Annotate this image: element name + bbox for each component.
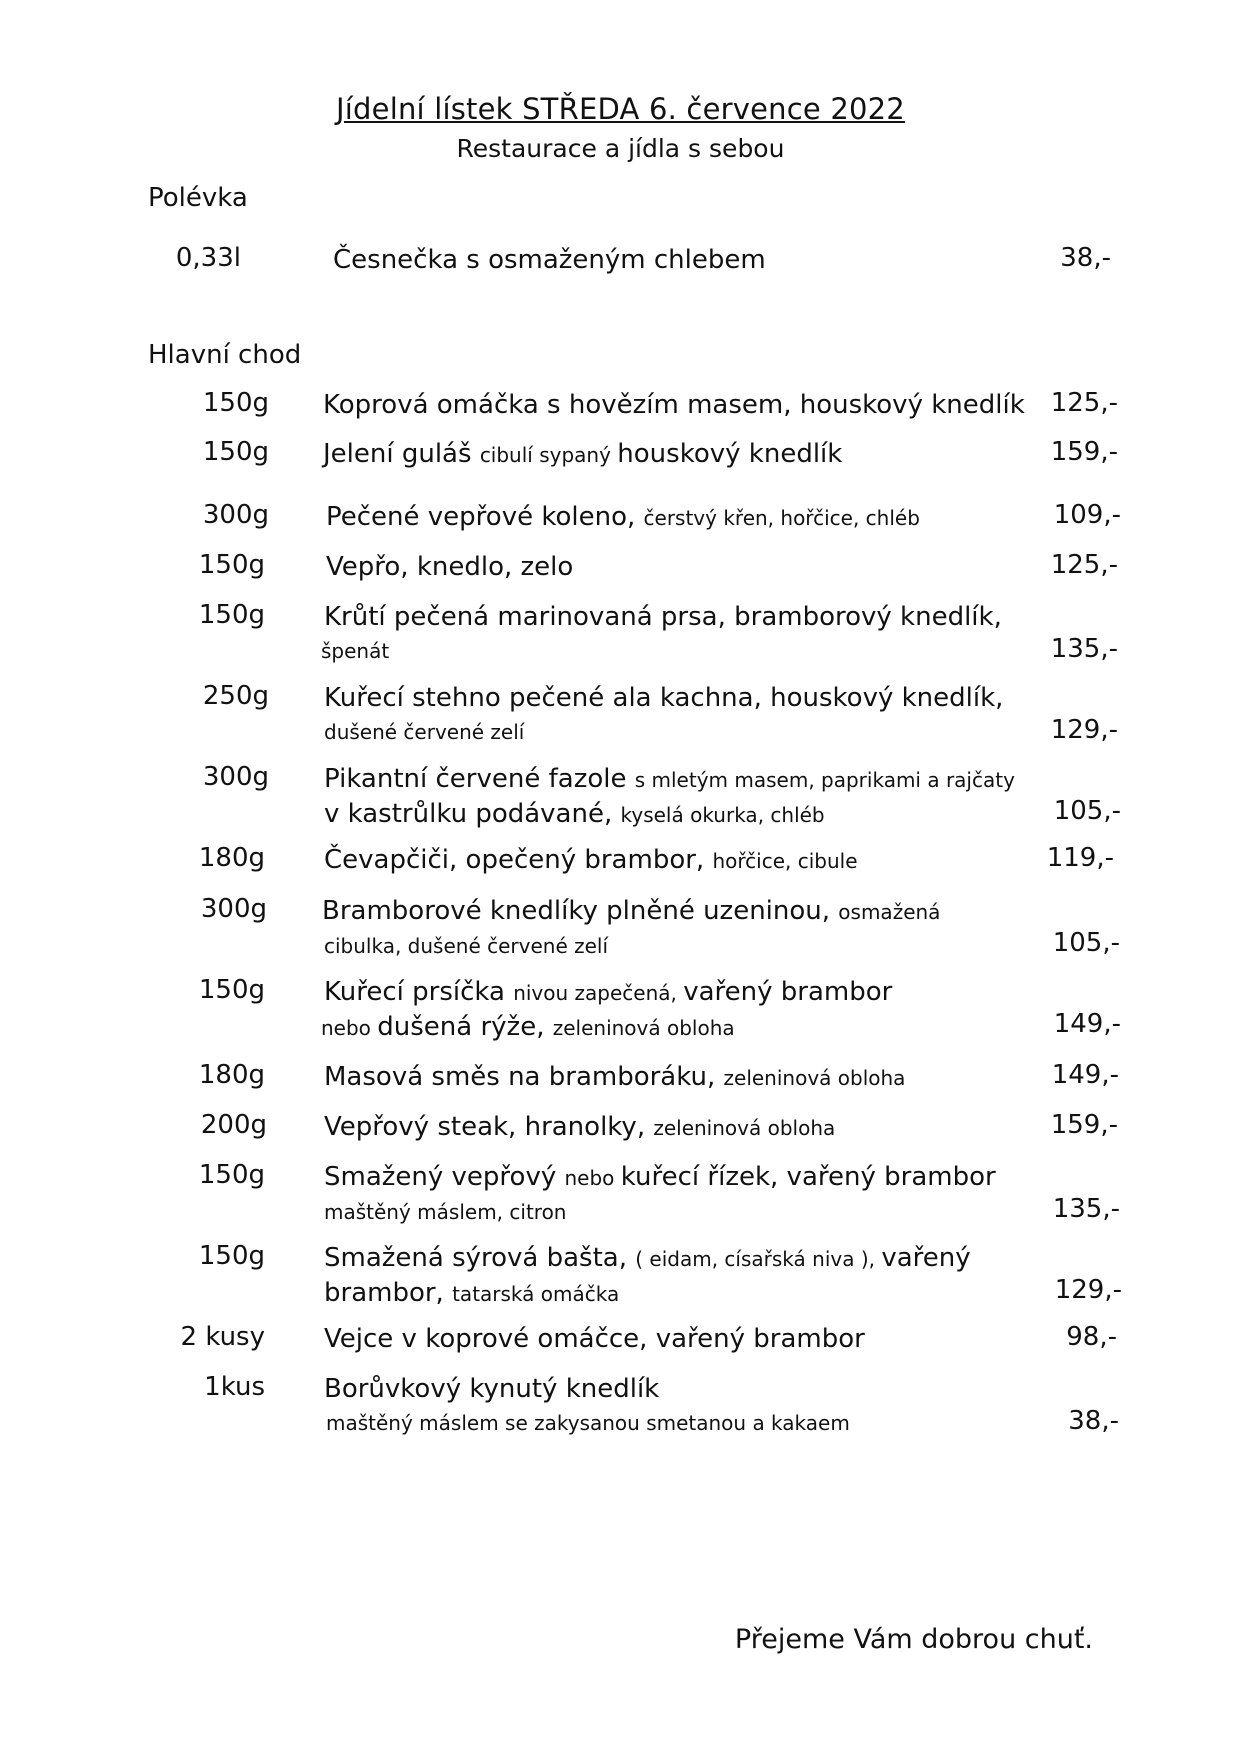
item-price: 149,- xyxy=(1051,1060,1119,1090)
item-price: 135,- xyxy=(1050,634,1118,664)
item-name: Kuřecí prsíčka xyxy=(324,977,514,1007)
item-side: vařený xyxy=(881,1243,971,1273)
item-note-cont: cibulka, dušené červené zelí xyxy=(324,934,609,958)
closing-message: Přejeme Vám dobrou chuť. xyxy=(734,1624,1093,1655)
item-name: Jelení guláš xyxy=(323,439,480,469)
item-quantity: 250g xyxy=(202,681,269,711)
item-note: maštěný máslem se zakysanou smetanou a kakaem xyxy=(326,1411,850,1435)
item-name: Kuřecí stehno pečené ala kachna, houskový knedlík, xyxy=(324,683,1004,713)
menu-item xyxy=(0,600,1241,680)
item-quantity: 2 kusy xyxy=(180,1322,265,1352)
soup-item xyxy=(0,243,1241,323)
item-price: 105,- xyxy=(1053,796,1121,826)
item-note: čerstvý křen, hořčice, chléb xyxy=(643,506,920,530)
item-name: Vejce v koprové omáčce, vařený brambor xyxy=(324,1324,865,1354)
item-quantity: 300g xyxy=(202,762,269,792)
item-name: Pečené vepřové koleno, xyxy=(326,502,644,532)
item-note: nivou zapečená, xyxy=(513,981,684,1005)
item-name: Smažená sýrová bašta, xyxy=(324,1243,636,1273)
item-side-cont: brambor, xyxy=(324,1278,453,1308)
item-name: Smažený vepřový xyxy=(324,1162,565,1192)
item-name: Masová směs na bramboráku, xyxy=(324,1062,724,1092)
section-heading-main: Hlavní chod xyxy=(148,340,302,370)
item-side-alt: dušená rýže, xyxy=(377,1012,553,1042)
item-side: kuřecí řízek, vařený brambor xyxy=(620,1162,996,1192)
item-quantity: 150g xyxy=(198,1160,265,1190)
menu-item xyxy=(0,975,1241,1055)
item-quantity: 0,33l xyxy=(175,243,241,273)
item-note: zeleninová obloha xyxy=(653,1116,836,1140)
item-name: Česnečka s osmaženým chlebem xyxy=(333,245,766,275)
menu-title: Jídelní lístek STŘEDA 6. července 2022 xyxy=(336,92,905,126)
item-note: nebo xyxy=(321,1016,378,1040)
menu-item xyxy=(0,1241,1241,1321)
item-price: 109,- xyxy=(1053,500,1121,530)
item-price: 105,- xyxy=(1052,928,1120,958)
item-price: 159,- xyxy=(1050,1110,1118,1140)
item-price: 149,- xyxy=(1053,1009,1121,1039)
item-note: s mletým masem, paprikami a rajčaty xyxy=(634,768,1015,792)
item-price: 135,- xyxy=(1052,1194,1120,1224)
menu-item xyxy=(0,762,1241,842)
item-name-cont: v kastrůlku podávané, xyxy=(324,799,621,829)
item-quantity: 1kus xyxy=(204,1372,265,1402)
item-note: špenát xyxy=(321,639,390,663)
item-note: hořčice, cibule xyxy=(712,849,858,873)
item-quantity: 150g xyxy=(198,600,265,630)
item-price: 129,- xyxy=(1054,1275,1122,1305)
item-price: 125,- xyxy=(1050,388,1118,418)
item-note-cont: tatarská omáčka xyxy=(452,1282,620,1306)
item-quantity: 150g xyxy=(198,1241,265,1271)
section-heading-soup: Polévka xyxy=(148,183,248,213)
item-note: zeleninová obloha xyxy=(723,1066,906,1090)
item-name: Vepřový steak, hranolky, xyxy=(324,1112,654,1142)
item-quantity: 180g xyxy=(198,1060,265,1090)
menu-item xyxy=(0,1372,1241,1452)
item-name: Čevapčiči, opečený brambor, xyxy=(324,845,713,875)
item-note: nebo xyxy=(564,1166,621,1190)
item-side: houskový knedlík xyxy=(617,439,843,469)
item-price: 159,- xyxy=(1050,437,1118,467)
item-quantity: 150g xyxy=(202,437,269,467)
item-price: 98,- xyxy=(1066,1322,1117,1352)
item-price: 119,- xyxy=(1046,843,1114,873)
item-side: kyselá okurka, chléb xyxy=(620,803,825,827)
item-price: 38,- xyxy=(1060,243,1111,273)
item-quantity: 200g xyxy=(200,1110,267,1140)
item-name: Borůvkový kynutý knedlík xyxy=(324,1374,660,1404)
item-note: cibulí sypaný xyxy=(479,443,618,467)
item-quantity: 180g xyxy=(198,843,265,873)
menu-subtitle: Restaurace a jídla s sebou xyxy=(456,134,785,163)
item-name: Koprová omáčka s hovězím masem, houskový knedlík xyxy=(323,390,1025,420)
item-quantity: 150g xyxy=(198,975,265,1005)
item-name: Pikantní červené fazole xyxy=(324,764,635,794)
item-quantity: 300g xyxy=(200,894,267,924)
item-note: osmažená xyxy=(838,900,941,924)
item-name: Bramborové knedlíky plněné uzeninou, xyxy=(322,896,839,926)
item-quantity: 300g xyxy=(202,500,269,530)
item-note-cont: maštěný máslem, citron xyxy=(324,1200,567,1224)
item-name: Krůtí pečená marinovaná prsa, bramborový knedlík, xyxy=(324,602,1002,632)
menu-item xyxy=(0,681,1241,761)
item-note-cont: zeleninová obloha xyxy=(552,1016,735,1040)
item-price: 38,- xyxy=(1068,1406,1119,1436)
item-quantity: 150g xyxy=(198,550,265,580)
item-note: ( eidam, císařská niva ), xyxy=(635,1247,882,1271)
item-note: dušené červené zelí xyxy=(324,720,525,744)
item-side: vařený brambor xyxy=(683,977,893,1007)
menu-item xyxy=(0,1160,1241,1240)
item-price: 129,- xyxy=(1050,715,1118,745)
item-price: 125,- xyxy=(1050,550,1118,580)
menu-item xyxy=(0,894,1241,974)
item-quantity: 150g xyxy=(202,388,269,418)
item-name: Vepřo, knedlo, zelo xyxy=(326,552,574,582)
